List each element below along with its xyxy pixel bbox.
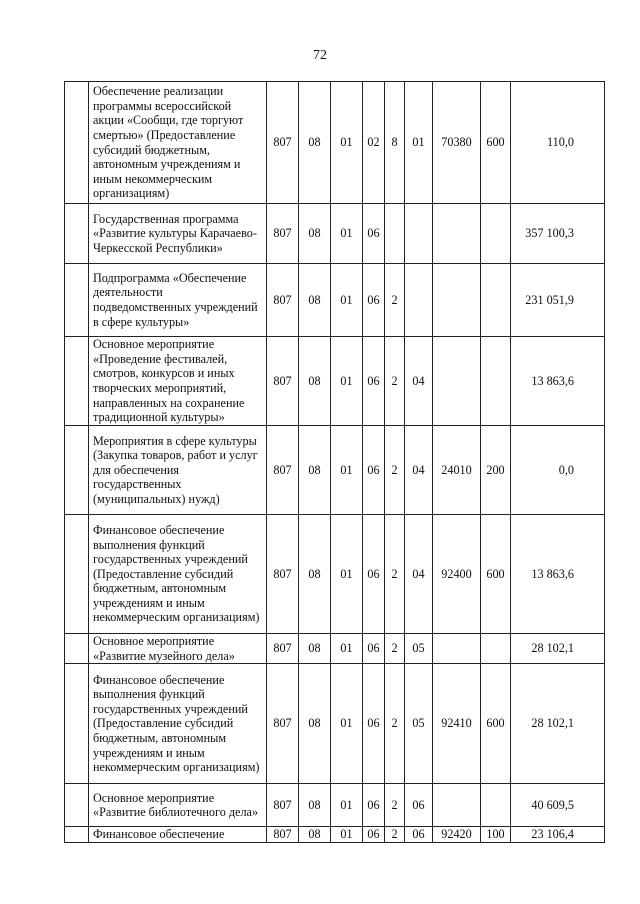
table-row [65,784,605,827]
code-subsection: 01 [331,515,363,634]
code-event: 06 [405,784,433,827]
amount: 13 863,6 [511,337,605,426]
row-name: Основное мероприятие «Проведение фестивалей, смотров, конкурсов и иных творческих мероприятий, направленных на сохранение традиционной культуры» [89,337,267,426]
code-program: 06 [363,784,385,827]
code-event [405,264,433,337]
table-body [65,82,605,843]
blank-cell [65,634,89,664]
code-ministry: 807 [267,264,299,337]
code-program: 06 [363,515,385,634]
code-event: 04 [405,515,433,634]
code-ministry: 807 [267,515,299,634]
code-section: 08 [299,337,331,426]
code-direction [433,634,481,664]
amount: 231 051,9 [511,264,605,337]
code-expense-type: 600 [481,82,511,204]
code-direction [433,784,481,827]
code-ministry: 807 [267,784,299,827]
row-name: Финансовое обеспечение выполнения функций государственных учреждений (Предоставление субсидий бюджетным, автономным учреждениям и иным некоммерческим организациям) [89,664,267,784]
code-subprogram: 2 [385,426,405,515]
amount: 28 102,1 [511,634,605,664]
table-row [65,664,605,784]
code-expense-type: 600 [481,515,511,634]
code-expense-type [481,784,511,827]
code-direction: 92420 [433,827,481,843]
table-row [65,204,605,264]
code-program: 06 [363,664,385,784]
code-direction [433,204,481,264]
code-direction: 70380 [433,82,481,204]
amount: 23 106,4 [511,827,605,843]
code-program: 02 [363,82,385,204]
code-direction [433,264,481,337]
code-section: 08 [299,784,331,827]
code-section: 08 [299,82,331,204]
blank-cell [65,82,89,204]
row-name: Мероприятия в сфере культуры (Закупка товаров, работ и услуг для обеспечения государственных (муниципальных) нужд) [89,426,267,515]
row-name: Финансовое обеспечение [89,827,267,843]
code-subprogram: 2 [385,634,405,664]
blank-cell [65,426,89,515]
code-direction: 24010 [433,426,481,515]
blank-cell [65,264,89,337]
code-ministry: 807 [267,634,299,664]
code-expense-type: 200 [481,426,511,515]
code-program: 06 [363,634,385,664]
code-subprogram: 2 [385,784,405,827]
table-row [65,264,605,337]
amount: 0,0 [511,426,605,515]
code-program: 06 [363,337,385,426]
table-row [65,426,605,515]
code-ministry: 807 [267,664,299,784]
table-row [65,515,605,634]
blank-cell [65,784,89,827]
code-section: 08 [299,827,331,843]
code-subprogram: 2 [385,337,405,426]
code-event: 01 [405,82,433,204]
code-direction [433,337,481,426]
code-subsection: 01 [331,664,363,784]
code-subprogram [385,204,405,264]
code-subprogram: 2 [385,515,405,634]
code-subprogram: 2 [385,664,405,784]
code-expense-type: 100 [481,827,511,843]
row-name: Государственная программа «Развитие культуры Карачаево-Черкесской Республики» [89,204,267,264]
blank-cell [65,827,89,843]
code-subsection: 01 [331,264,363,337]
code-subsection: 01 [331,426,363,515]
code-ministry: 807 [267,827,299,843]
row-name: Основное мероприятие «Развитие музейного дела» [89,634,267,664]
row-name: Финансовое обеспечение выполнения функций государственных учреждений (Предоставление субсидий бюджетным, автономным учреждениям и иным некоммерческим организациям) [89,515,267,634]
code-ministry: 807 [267,204,299,264]
code-program: 06 [363,204,385,264]
code-event [405,204,433,264]
code-program: 06 [363,264,385,337]
code-section: 08 [299,204,331,264]
code-subsection: 01 [331,784,363,827]
code-event: 04 [405,426,433,515]
code-expense-type [481,634,511,664]
code-subprogram: 2 [385,264,405,337]
code-ministry: 807 [267,337,299,426]
blank-cell [65,515,89,634]
code-expense-type [481,204,511,264]
row-name: Подпрограмма «Обеспечение деятельности подведомственных учреждений в сфере культуры» [89,264,267,337]
code-expense-type: 600 [481,664,511,784]
blank-cell [65,337,89,426]
code-expense-type [481,337,511,426]
table-row [65,82,605,204]
code-event: 06 [405,827,433,843]
code-section: 08 [299,515,331,634]
code-subsection: 01 [331,82,363,204]
amount: 40 609,5 [511,784,605,827]
amount: 28 102,1 [511,664,605,784]
page-number: 72 [313,48,327,63]
code-subsection: 01 [331,634,363,664]
code-direction: 92410 [433,664,481,784]
code-section: 08 [299,634,331,664]
code-program: 06 [363,426,385,515]
table-row [65,827,605,843]
amount: 357 100,3 [511,204,605,264]
code-expense-type [481,264,511,337]
code-direction: 92400 [433,515,481,634]
blank-cell [65,204,89,264]
table-row [65,337,605,426]
amount: 110,0 [511,82,605,204]
code-ministry: 807 [267,426,299,515]
code-subsection: 01 [331,827,363,843]
code-program: 06 [363,827,385,843]
table-row [65,634,605,664]
code-section: 08 [299,664,331,784]
code-section: 08 [299,264,331,337]
code-event: 05 [405,664,433,784]
code-ministry: 807 [267,82,299,204]
budget-table [64,81,605,843]
row-name: Обеспечение реализации программы всероссийской акции «Сообщи, где торгуют смертью» (Предоставление субсидий бюджетным, автономным учреждениям и иным некоммерческим организациям) [89,82,267,204]
amount: 13 863,6 [511,515,605,634]
code-subprogram: 8 [385,82,405,204]
blank-cell [65,664,89,784]
code-subsection: 01 [331,337,363,426]
code-subprogram: 2 [385,827,405,843]
code-event: 05 [405,634,433,664]
row-name: Основное мероприятие «Развитие библиотечного дела» [89,784,267,827]
code-section: 08 [299,426,331,515]
code-subsection: 01 [331,204,363,264]
code-event: 04 [405,337,433,426]
